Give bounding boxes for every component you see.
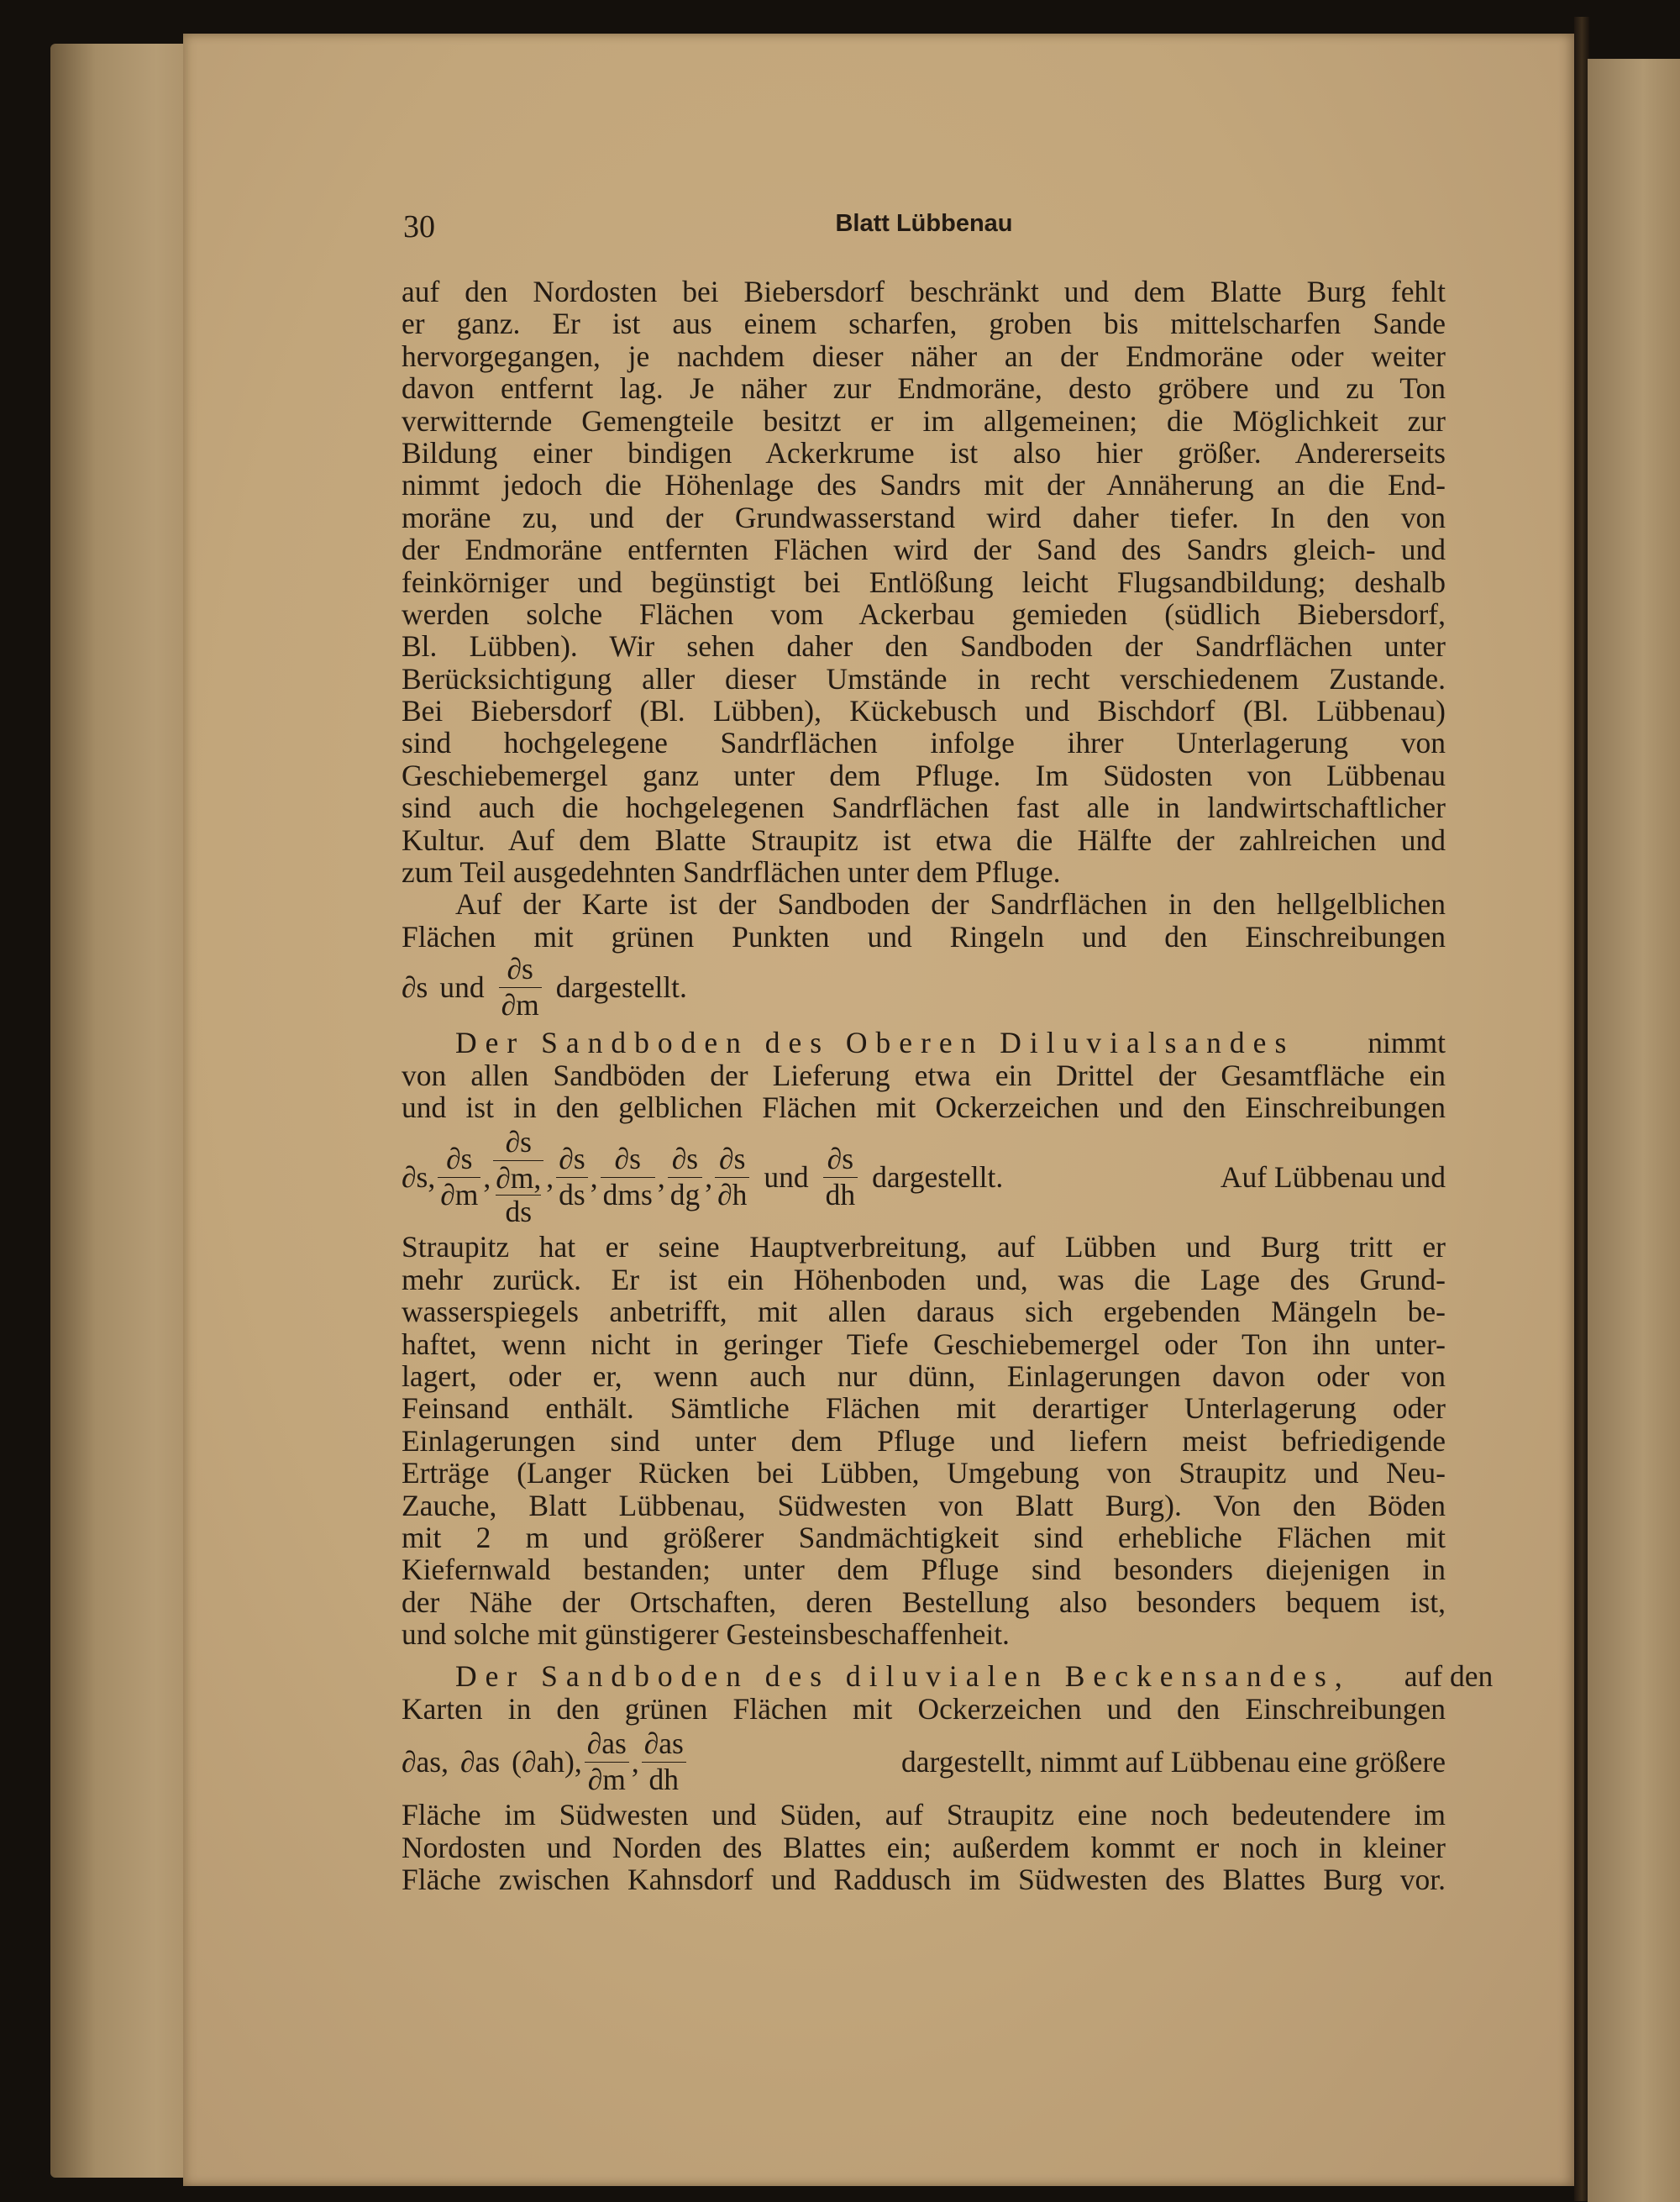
text-line: mehr zurück. Er ist ein Höhenboden und, was die Lage des Grund- <box>402 1262 1446 1296</box>
formula-fraction: $\frac{\partial as}{\partial m}$ <box>585 1729 629 1795</box>
paragraph-3 <box>402 1027 1446 1123</box>
text-line: nimmt jedoch die Höhenlage des Sandrs mit der Annäherung an die End- <box>402 468 1446 502</box>
text-line: haftet, wenn nicht in geringer Tiefe Geschiebemergel oder Ton ihn unter- <box>402 1327 1446 1361</box>
text-line: Flächen mit grünen Punkten und Ringeln und den Einschreibungen <box>402 919 1446 954</box>
text-line: Geschiebemergel ganz unter dem Pfluge. Im Südosten von Lübbenau <box>402 758 1446 792</box>
running-title: Blatt Lübbenau <box>835 210 1013 237</box>
text-line: feinkörniger und begünstigt bei Entlößung leicht Flugsandbildung; deshalb <box>402 565 1446 599</box>
text-line: Bildung einer bindigen Ackerkrume ist also hier größer. Andererseits <box>402 435 1446 470</box>
formula-symbol: ∂as, <box>402 1745 449 1779</box>
left-page-edges <box>50 44 202 2178</box>
text-fragment: nimmt <box>1368 1026 1446 1060</box>
paragraph-5 <box>402 1659 1494 1726</box>
formula-line-1 <box>402 953 1446 1022</box>
text-line: hervorgegangen, je nachdem dieser näher an der Endmoräne oder weiter <box>402 339 1446 373</box>
text-line: Kiefernwald bestanden; unter dem Pfluge sind besonders diejenigen in <box>402 1553 1446 1587</box>
text-line <box>402 1659 1494 1694</box>
formula-connector: und <box>764 1160 809 1195</box>
text-line: Fläche im Südwesten und Süden, auf Straupitz eine noch bedeutendere im <box>402 1798 1446 1832</box>
formula-fraction: $\frac{\partial s}{dh}$ <box>823 1144 858 1210</box>
text-line: zum Teil ausgedehnten Sandrflächen unter dem Pfluge. <box>402 855 1061 890</box>
text-line: davon entfernt lag. Je näher zur Endmoräne, desto gröbere und zu Ton <box>402 371 1446 406</box>
text-line: und solche mit günstigerer Gesteinsbeschaffenheit. <box>402 1617 1010 1652</box>
formula-symbol: ∂as <box>460 1745 501 1779</box>
text-line: lagert, oder er, wenn auch nur dünn, Einlagerungen davon oder von <box>402 1359 1446 1393</box>
text-line: mit 2 m und größerer Sandmächtigkeit sind erhebliche Flächen mit <box>402 1520 1446 1554</box>
text-line: Bei Biebersdorf (Bl. Lübben), Kückebusch und Bischdorf (Bl. Lübbenau) <box>402 694 1446 728</box>
page-number: 30 <box>403 209 435 244</box>
paragraph-6 <box>402 1799 1446 1895</box>
text-line: er ganz. Er ist aus einem scharfen, groben bis mittelscharfen Sande <box>402 307 1446 341</box>
text-line: moräne zu, und der Grundwasserstand wird daher tiefer. In den von <box>402 500 1446 534</box>
text-line: Straupitz hat er seine Hauptverbreitung, auf Lübben und Burg tritt er <box>402 1230 1446 1264</box>
spaced-heading: Der Sandboden des Oberen Diluvialsandes <box>455 1026 1295 1060</box>
text-line: auf den Nordosten bei Biebersdorf beschränkt und dem Blatte Burg fehlt <box>402 275 1446 308</box>
paragraph-1 <box>402 276 1446 888</box>
text-line: Auf der Karte ist der Sandboden der Sandrflächen in den hellgelblichen <box>455 887 1446 922</box>
text-line: Erträge (Langer Rücken bei Lübben, Umgebung von Straupitz und Neu- <box>402 1456 1446 1490</box>
text-line: Nordosten und Norden des Blattes ein; außerdem kommt er noch in kleiner <box>402 1830 1446 1864</box>
text-fragment: auf den <box>1404 1659 1494 1694</box>
text-line: Zauche, Blatt Lübbenau, Südwesten von Blatt Burg). Von den Böden <box>402 1488 1446 1522</box>
formula-fraction: $\frac{\partial s}{ds}$ <box>556 1144 588 1210</box>
text-line: Bl. Lübben). Wir sehen daher den Sandboden der Sandrflächen unter <box>402 629 1446 664</box>
formula-symbol: ∂s <box>402 970 428 1004</box>
formula-fraction: $\frac{\partial s}{\partial m}$ <box>499 954 542 1020</box>
text-line: von allen Sandböden der Lieferung etwa ein Drittel der Gesamtfläche ein <box>402 1058 1446 1092</box>
text-line: sind auch die hochgelegenen Sandrflächen fast alle in landwirtschaftlicher <box>402 791 1446 825</box>
text-line: sind hochgelegene Sandrflächen infolge ihrer Unterlagerung von <box>402 726 1446 760</box>
text-line <box>402 1027 1446 1059</box>
formula-fraction: $\frac{\partial as}{dh}$ <box>642 1729 686 1795</box>
formula-connector: und <box>439 970 485 1004</box>
formula-fraction: $\frac{\partial s}{\partial m}$ <box>438 1144 480 1210</box>
formula-tail: dargestellt. <box>872 1160 1004 1195</box>
formula-line-3: ∂as, ∂as (∂ah), $\frac{\partial as}{\partial m}$ , $\frac{\partial as}{dh}$ dargestellt, nimmt auf Lübbenau eine größere <box>402 1726 1446 1796</box>
text-line: werden solche Flächen vom Ackerbau gemieden (südlich Biebersdorf, <box>402 596 1446 631</box>
formula-tail: dargestellt. <box>555 970 687 1004</box>
formula-tail: dargestellt, nimmt auf Lübbenau eine größere <box>901 1745 1446 1779</box>
formula-fraction: $\frac{\partial s}{\text{dms}}$ <box>601 1144 655 1210</box>
formula-symbol: ∂s, <box>402 1160 436 1195</box>
text-line: und ist in den gelblichen Flächen mit Ockerzeichen und den Einschreibungen <box>402 1090 1446 1124</box>
formula-symbol: (∂ah), <box>512 1745 582 1779</box>
body-text <box>402 275 1494 1897</box>
text-line: Fläche zwischen Kahnsdorf und Raddusch im Südwesten des Blattes Burg vor. <box>402 1863 1446 1897</box>
formula-tail: Auf Lübbenau und <box>1220 1160 1446 1195</box>
text-line: Einlagerungen sind unter dem Pfluge und liefern meist befriedigende <box>402 1423 1446 1458</box>
text-line: Karten in den grünen Flächen mit Ockerzeichen und den Einschreibungen <box>402 1691 1446 1726</box>
text-line: verwitternde Gemengteile besitzt er im allgemeinen; die Möglichkeit zur <box>402 403 1446 438</box>
paragraph-2 <box>402 888 1446 953</box>
text-line: Feinsand enthält. Sämtliche Flächen mit derartiger Unterlagerung oder <box>402 1391 1446 1426</box>
formula-fraction: $\frac{\partial s}{dg}$ <box>668 1144 703 1210</box>
text-line: Berücksichtigung aller dieser Umstände in recht verschiedenem Zustande. <box>402 661 1446 696</box>
text-line: wasserspiegels anbetrifft, mit allen daraus sich ergebenden Mängeln be- <box>402 1295 1446 1329</box>
page-header <box>403 202 1445 252</box>
formula-fraction: $\frac{\partial s}{\partial h}$ <box>715 1144 749 1210</box>
paragraph-4 <box>402 1231 1446 1650</box>
text-line: der Nähe der Ortschaften, deren Bestellung also besonders bequem ist, <box>402 1584 1446 1619</box>
text-line: Kultur. Auf dem Blatte Straupitz ist etwa die Hälfte der zahlreichen und <box>402 822 1446 857</box>
formula-line-2: ∂s, $\frac{\partial s}{\partial m}$ , $\frac{\partial s}{\frac{\partial m,}{ds}}$ , $\frac{\partial s}{ds}$ , $\frac{\partial s}{\text{dms}}$ , $\frac{\partial s}{dg}$ , $\frac{\partial s}{\partial h}$ und $\frac{\partial s}{dh}$ dargestellt. Auf Lübbenau und <box>402 1125 1446 1229</box>
next-page-edge <box>1588 59 1680 2202</box>
text-line: der Endmoräne entfernten Flächen wird der Sand des Sandrs gleich- und <box>402 533 1446 567</box>
formula-fraction-nested: $\frac{\partial s}{\frac{\partial m,}{ds}}$ <box>493 1127 543 1227</box>
spaced-heading: Der Sandboden des diluvialen Beckensandes, <box>455 1659 1351 1694</box>
